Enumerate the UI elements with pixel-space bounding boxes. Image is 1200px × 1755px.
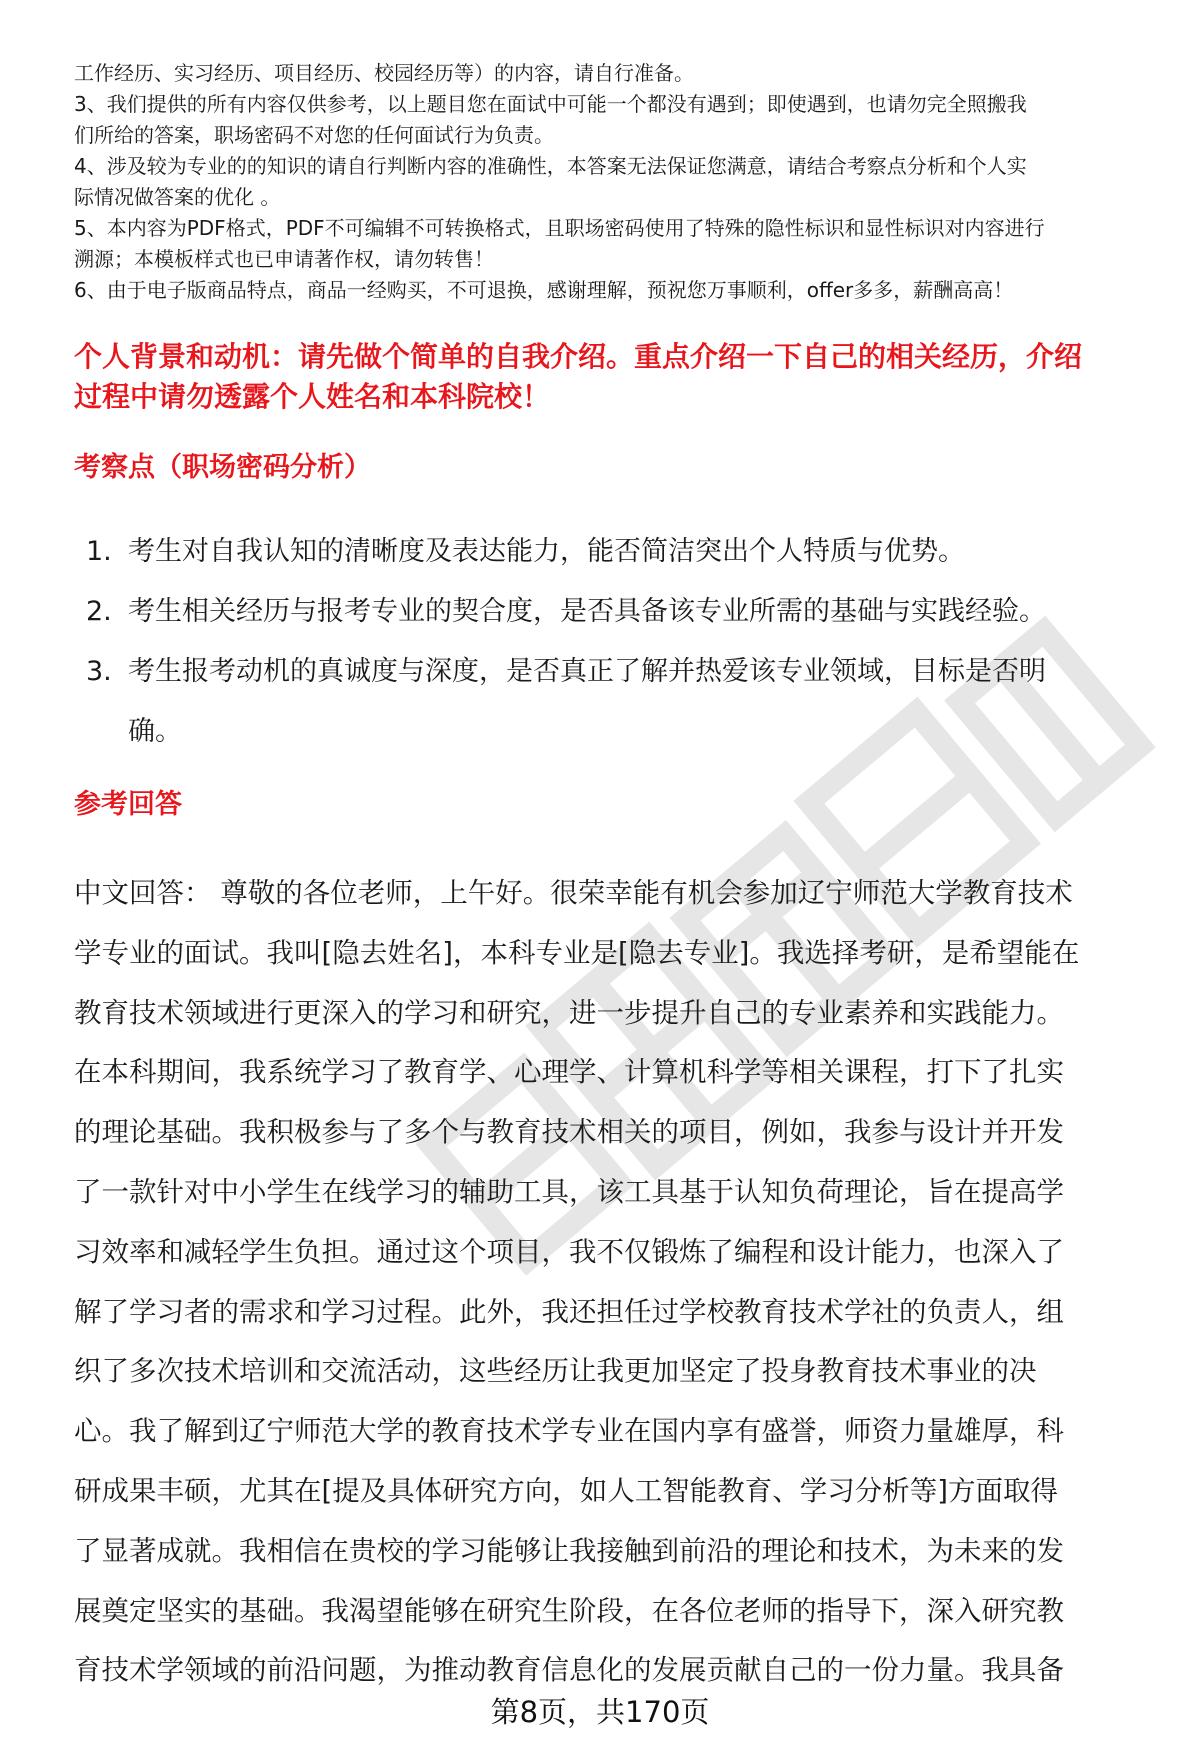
note-line: 际情况做答案的优化 。 [74, 185, 281, 209]
exam-point-text: 确。 [128, 716, 182, 747]
exam-point-number: 1. [86, 536, 112, 567]
answer-line: 育技术学领域的前沿问题，为推动教育信息化的发展贡献自己的一份力量。我具备 [74, 1654, 1064, 1687]
note-line: 工作经历、实习经历、项目经历、校园经历等）的内容，请自行准备。 [74, 61, 694, 85]
answer-line: 心。我了解到辽宁师范大学的教育技术学专业在国内享有盛誉，师资力量雄厚，科 [74, 1415, 1064, 1448]
question-line-2: 过程中请勿透露个人姓名和本科院校！ [74, 380, 551, 413]
answer-line: 研成果丰硕，尤其在[提及具体研究方向，如人工智能教育、学习分析等]方面取得 [74, 1474, 1058, 1507]
exam-point-item [86, 642, 1166, 762]
exam-point-text: 考生相关经历与报考专业的契合度，是否具备该专业所需的基础与实践经验。 [128, 596, 1046, 627]
exam-point-text: 考生对自我认知的清晰度及表达能力，能否简洁突出个人特质与优势。 [128, 536, 965, 567]
answer-line: 在本科期间，我系统学习了教育学、心理学、计算机科学等相关课程，打下了扎实 [74, 1056, 1064, 1089]
answer-line: 了一款针对中小学生在线学习的辅助工具，该工具基于认知负荷理论，旨在提高学 [74, 1175, 1064, 1208]
note-line: 6、由于电子版商品特点，商品一经购买，不可退换，感谢理解，预祝您万事顺利，offer多多，薪酬高高！ [74, 278, 1014, 302]
question-line-1: 个人背景和动机：请先做个简单的自我介绍。重点介绍一下自己的相关经历，介绍 [74, 340, 1083, 373]
exam-points-heading: 考察点（职场密码分析） [74, 452, 371, 483]
note-line: 们所给的答案，职场密码不对您的任何面试行为负责。 [74, 123, 554, 147]
exam-point-item [86, 582, 1166, 642]
answer-line: 学专业的面试。我叫[隐去姓名]，本科专业是[隐去专业]。我选择考研，是希望能在 [74, 936, 1080, 969]
exam-points-list [86, 522, 1166, 762]
interview-question [74, 337, 1082, 417]
note-line: 5、本内容为PDF格式，PDF不可编辑不可转换格式，且职场密码使用了特殊的隐性标识和显性标识对内容进行 [74, 216, 1045, 240]
page-number-footer: 第8页，共170页 [490, 1695, 710, 1729]
disclaimer-notes [74, 58, 1164, 306]
note-line: 4、涉及较为专业的的知识的请自行判断内容的准确性，本答案无法保证您满意，请结合考察点分析和个人实 [74, 154, 1027, 178]
answer-line: 解了学习者的需求和学习过程。此外，我还担任过学校教育技术学社的负责人，组 [74, 1295, 1064, 1328]
note-line: 溯源；本模板样式也已申请著作权，请勿转售！ [74, 247, 494, 271]
reference-answer-body [74, 864, 1164, 1701]
answer-line: 习效率和减轻学生负担。通过这个项目，我不仅锻炼了编程和设计能力，也深入了 [74, 1235, 1064, 1268]
exam-point-number: 2. [86, 596, 112, 627]
exam-point-text: 考生报考动机的真诚度与深度，是否真正了解并热爱该专业领域，目标是否明 [128, 656, 1046, 687]
answer-line: 了显著成就。我相信在贵校的学习能够让我接触到前沿的理论和技术，为未来的发 [74, 1534, 1064, 1567]
reference-answer-heading: 参考回答 [74, 789, 182, 820]
answer-line: 教育技术领域进行更深入的学习和研究，进一步提升自己的专业素养和实践能力。 [74, 996, 1064, 1029]
exam-point-item [86, 522, 1166, 582]
note-line: 3、我们提供的所有内容仅供参考，以上题目您在面试中可能一个都没有遇到；即使遇到，也请勿完全照搬我 [74, 92, 1027, 116]
answer-line: 展奠定坚实的基础。我渴望能够在研究生阶段，在各位老师的指导下，深入研究教 [74, 1594, 1064, 1627]
answer-line: 的理论基础。我积极参与了多个与教育技术相关的项目，例如，我参与设计并开发 [74, 1116, 1064, 1149]
answer-line: 织了多次技术培训和交流活动，这些经历让我更加坚定了投身教育技术事业的决 [74, 1355, 1037, 1388]
answer-line: 中文回答： 尊敬的各位老师，上午好。很荣幸能有机会参加辽宁师范大学教育技术 [74, 877, 1073, 909]
exam-point-number: 3. [86, 656, 112, 687]
